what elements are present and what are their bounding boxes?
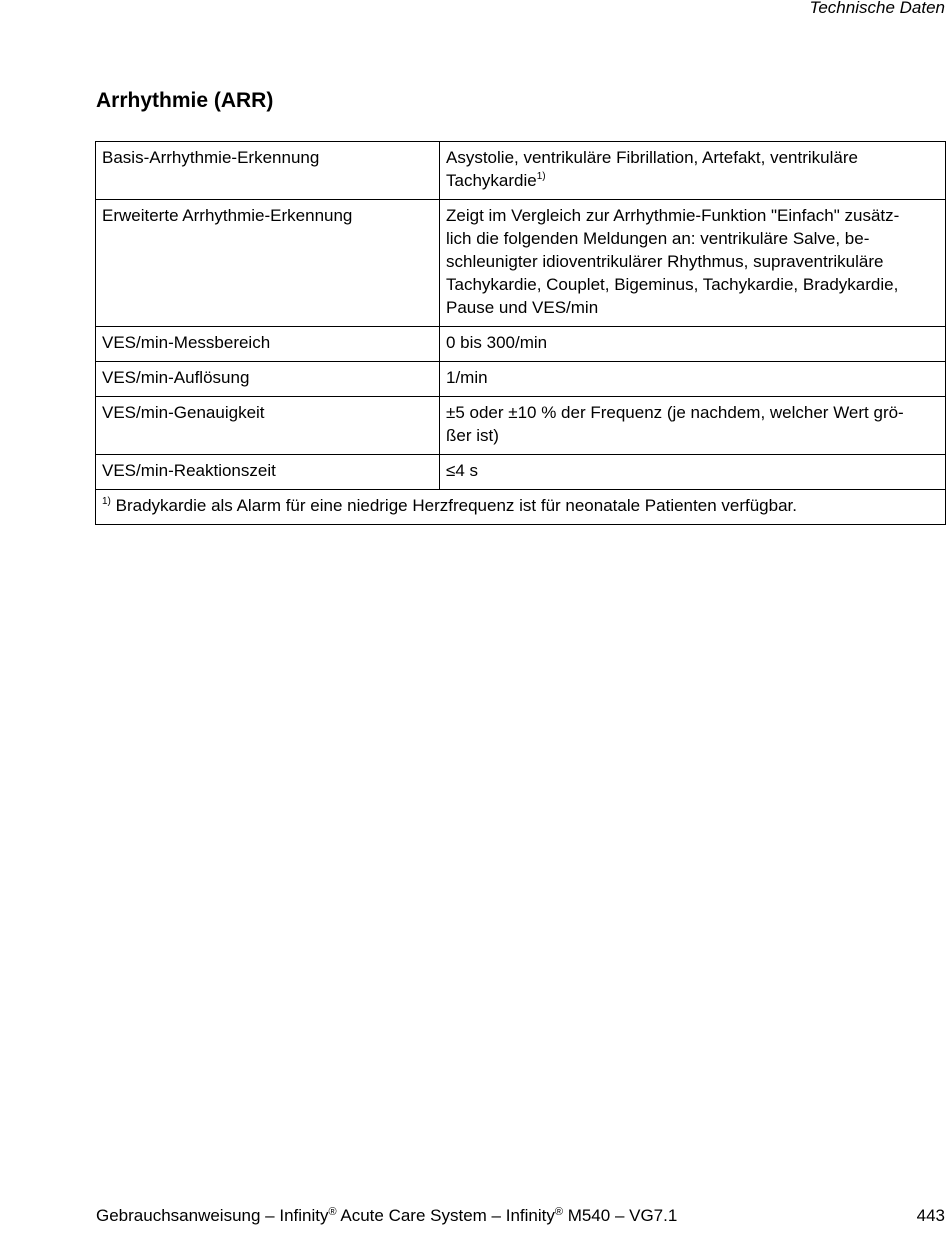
- row-value: 0 bis 300/min: [440, 327, 946, 362]
- row-label: Erweiterte Arrhythmie-Erkennung: [96, 200, 440, 327]
- table-row: [96, 397, 946, 455]
- row-label: VES/min-Reaktionszeit: [96, 455, 440, 490]
- table-row: [96, 362, 946, 397]
- row-value-line: Pause und VES/min: [446, 298, 599, 317]
- row-value: [440, 142, 946, 200]
- table-row: [96, 455, 946, 490]
- spec-table: [95, 141, 946, 525]
- row-value-line: ±5 oder ±10 % der Frequenz (je nachdem, welcher Wert grö-: [446, 403, 904, 422]
- table-row: [96, 327, 946, 362]
- registered-mark: ®: [554, 1206, 563, 1218]
- footer-document-title: [96, 1206, 677, 1226]
- row-value-line: Tachykardie, Couplet, Bigeminus, Tachykardie, Bradykardie,: [446, 275, 899, 294]
- row-value-line: schleunigter idioventrikulärer Rhythmus, supraventrikuläre: [446, 252, 884, 271]
- row-value: [440, 397, 946, 455]
- row-value: [440, 200, 946, 327]
- registered-mark: ®: [328, 1206, 337, 1218]
- footnote-text: Bradykardie als Alarm für eine niedrige Herzfrequenz ist für neonatale Patienten verfügbar.: [115, 496, 797, 515]
- row-value: ≤4 s: [440, 455, 946, 490]
- section-title: Arrhythmie (ARR): [96, 89, 274, 112]
- footer-part: M540 – VG7.1: [562, 1206, 678, 1225]
- row-value-text: Asystolie, ventrikuläre Fibrillation, Artefakt, ventrikuläre Tachykardie: [446, 148, 858, 190]
- row-value: 1/min: [440, 362, 946, 397]
- footer-part: Gebrauchsanweisung – Infinity: [96, 1206, 329, 1225]
- row-label: VES/min-Messbereich: [96, 327, 440, 362]
- running-header: Technische Daten: [809, 0, 945, 17]
- row-value-line: lich die folgenden Meldungen an: ventrikuläre Salve, be-: [446, 229, 870, 248]
- table-row: [96, 200, 946, 327]
- row-label: Basis-Arrhythmie-Erkennung: [96, 142, 440, 200]
- footer-part: Acute Care System – Infinity: [336, 1206, 555, 1225]
- table-footnote: [96, 490, 946, 525]
- table-footnote-row: [96, 490, 946, 525]
- row-value-line: ßer ist): [446, 426, 499, 445]
- row-value-line: Zeigt im Vergleich zur Arrhythmie-Funktion "Einfach" zusätz-: [446, 206, 900, 225]
- row-label: VES/min-Auflösung: [96, 362, 440, 397]
- page-number: 443: [916, 1206, 945, 1225]
- footnote-marker: 1): [102, 496, 111, 507]
- footnote-marker: 1): [536, 171, 546, 182]
- row-label: VES/min-Genauigkeit: [96, 397, 440, 455]
- table-row: [96, 142, 946, 200]
